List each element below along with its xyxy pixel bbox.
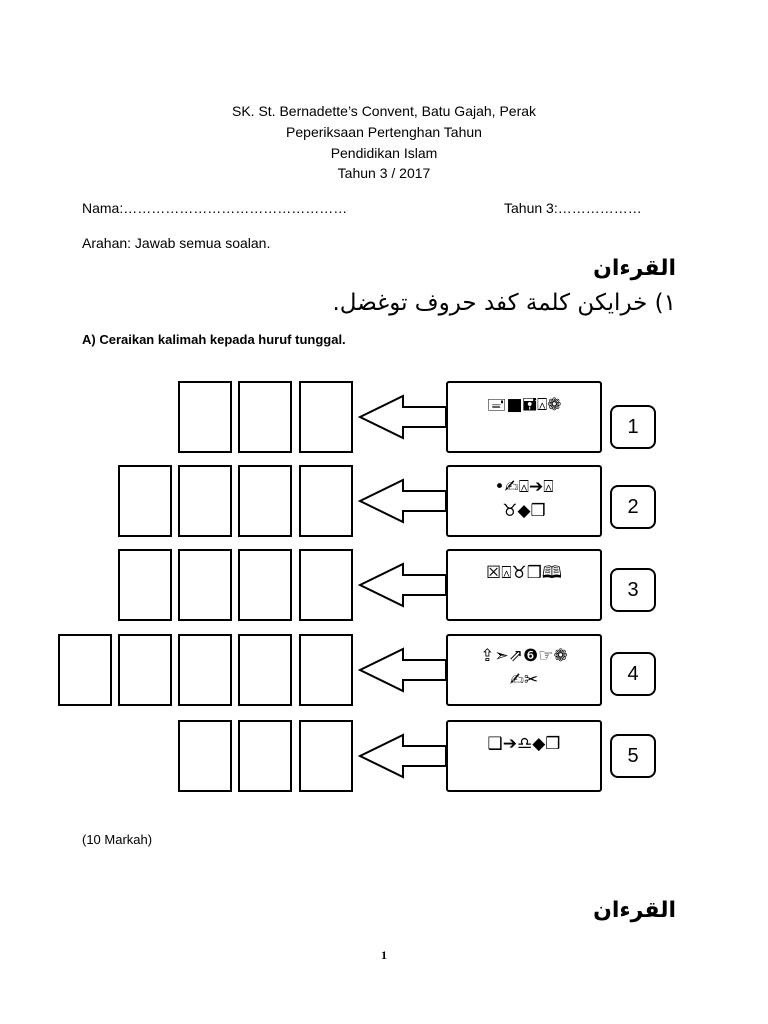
- answer-box[interactable]: [118, 549, 172, 621]
- arrow-left-icon: [358, 394, 448, 440]
- arrow-left-icon: [358, 733, 448, 779]
- answer-box[interactable]: [299, 549, 353, 621]
- arrow-left-icon: [358, 562, 448, 608]
- answer-box[interactable]: [238, 465, 292, 537]
- word-glyphs: ☒⍓♉❒🕮: [486, 563, 562, 583]
- section-title: القرءان: [593, 256, 676, 281]
- answer-box[interactable]: [178, 465, 232, 537]
- answer-box[interactable]: [58, 634, 112, 706]
- answer-box[interactable]: [178, 634, 232, 706]
- item-number: 2: [610, 485, 656, 529]
- marks-label: (10 Markah): [82, 832, 153, 847]
- arrow-left-icon: [358, 478, 448, 524]
- answer-box[interactable]: [238, 549, 292, 621]
- answer-box[interactable]: [299, 465, 353, 537]
- word-glyphs: ♉◆❒: [502, 501, 546, 521]
- answer-box[interactable]: [178, 720, 232, 792]
- year-title: Tahun 3 / 2017: [337, 165, 431, 181]
- name-field[interactable]: Nama:…………………………………………: [82, 200, 348, 216]
- word-card: [446, 720, 602, 792]
- answer-box[interactable]: [178, 549, 232, 621]
- school-name: SK. St. Bernadette’s Convent, Batu Gajah, Perak: [231, 103, 537, 119]
- arrow-left-icon: [358, 647, 448, 693]
- word-card: [446, 549, 602, 621]
- answer-box[interactable]: [118, 634, 172, 706]
- word-glyphs: ❑➔♎◆❒: [487, 734, 561, 754]
- answer-box[interactable]: [118, 465, 172, 537]
- class-field[interactable]: Tahun 3:………………: [504, 200, 642, 216]
- answer-box[interactable]: [238, 720, 292, 792]
- answer-box[interactable]: [299, 720, 353, 792]
- word-card: [446, 381, 602, 453]
- word-glyphs: •✍⍓➔⍓: [494, 477, 554, 497]
- answer-box[interactable]: [178, 381, 232, 453]
- question-arabic: ١) خرايكن كلمة كفد حروف توغضل.: [332, 290, 676, 316]
- footer-section-title: القرءان: [593, 898, 676, 923]
- answer-box[interactable]: [299, 634, 353, 706]
- instruction: Arahan: Jawab semua soalan.: [82, 235, 271, 251]
- question-malay: A) Ceraikan kalimah kepada huruf tunggal.: [82, 332, 346, 347]
- answer-box[interactable]: [299, 381, 353, 453]
- word-glyphs: ⇪➣⇗❻☞❁: [480, 646, 568, 666]
- answer-box[interactable]: [238, 381, 292, 453]
- item-number: 3: [610, 568, 656, 612]
- subject-title: Pendidikan Islam: [330, 145, 438, 161]
- word-card: [446, 634, 602, 706]
- word-glyphs: ✍✂: [509, 670, 539, 690]
- item-number: 1: [610, 405, 656, 449]
- word-glyphs: 🖃■🖬⍓❁: [486, 395, 562, 415]
- item-number: 4: [610, 652, 656, 696]
- exam-title: Peperiksaan Pertenghan Tahun: [286, 124, 482, 140]
- word-card: [446, 465, 602, 537]
- answer-box[interactable]: [238, 634, 292, 706]
- page-number: 1: [381, 948, 387, 962]
- item-number: 5: [610, 734, 656, 778]
